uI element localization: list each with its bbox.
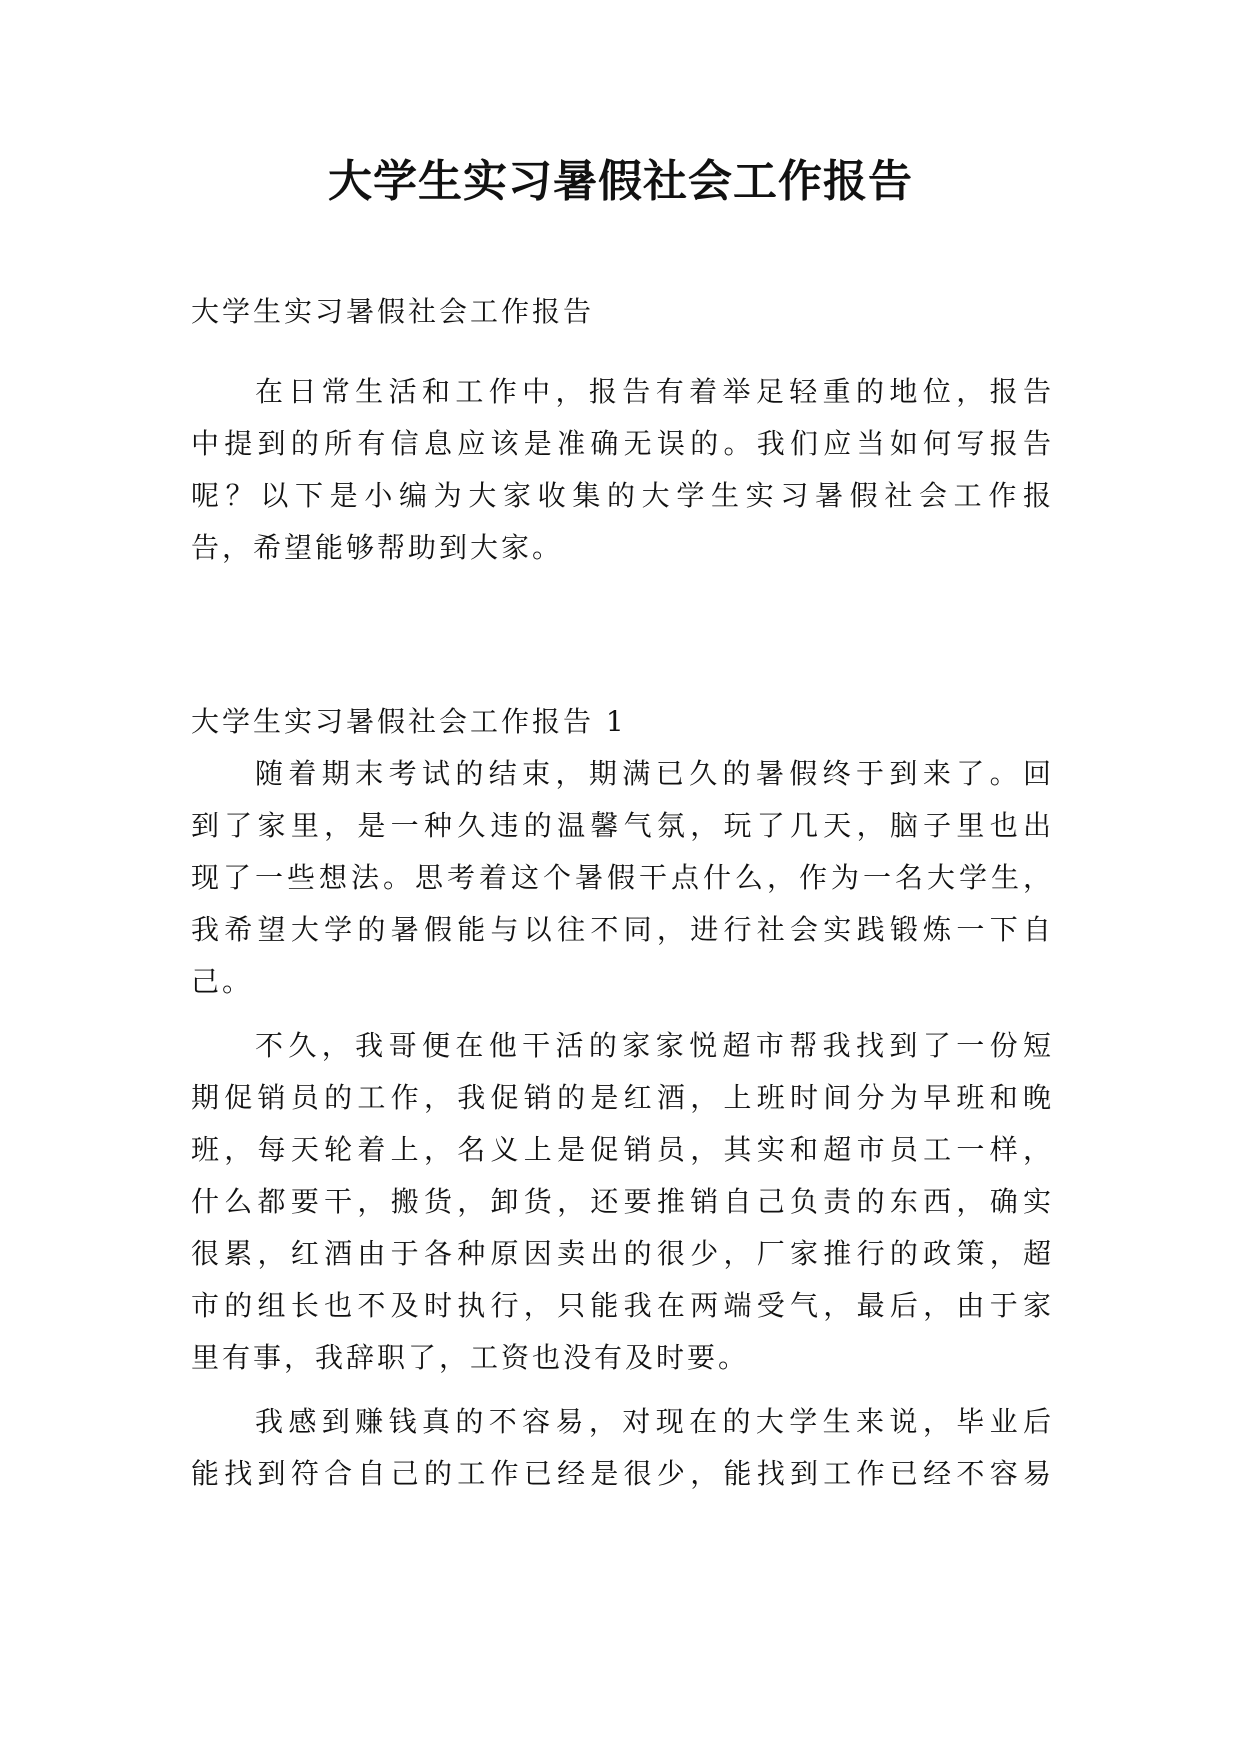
paragraph-line: 能找到符合自己的工作已经是很少，能找到工作已经不容易 xyxy=(191,1457,1051,1490)
paragraph-line: 里有事，我辞职了，工资也没有及时要。 xyxy=(191,1341,750,1374)
section-heading: 大学生实习暑假社会工作报告 1 xyxy=(191,705,627,738)
paragraph-line: 我希望大学的暑假能与以往不同，进行社会实践锻炼一下自 xyxy=(191,913,1051,946)
paragraph-line: 己。 xyxy=(191,965,254,998)
paragraph-line: 不久，我哥便在他干活的家家悦超市帮我找到了一份短 xyxy=(255,1029,1051,1062)
paragraph-line: 现了一些想法。思考着这个暑假干点什么，作为一名大学生， xyxy=(191,861,1051,894)
intro-line: 在日常生活和工作中，报告有着举足轻重的地位，报告 xyxy=(255,375,1051,408)
paragraph-line: 我感到赚钱真的不容易，对现在的大学生来说，毕业后 xyxy=(255,1405,1051,1438)
intro-line: 中提到的所有信息应该是准确无误的。我们应当如何写报告 xyxy=(191,427,1051,460)
intro-line: 告，希望能够帮助到大家。 xyxy=(191,531,564,564)
paragraph-line: 市的组长也不及时执行，只能我在两端受气，最后，由于家 xyxy=(191,1289,1051,1322)
paragraph-line: 什么都要干，搬货，卸货，还要推销自己负责的东西，确实 xyxy=(191,1185,1051,1218)
paragraph-line: 很累，红酒由于各种原因卖出的很少，厂家推行的政策，超 xyxy=(191,1237,1051,1270)
document-title: 大学生实习暑假社会工作报告 xyxy=(328,156,913,207)
document-subtitle: 大学生实习暑假社会工作报告 xyxy=(191,295,595,328)
paragraph-line: 班，每天轮着上，名义上是促销员，其实和超市员工一样， xyxy=(191,1133,1051,1166)
paragraph-line: 随着期末考试的结束，期满已久的暑假终于到来了。回 xyxy=(255,757,1051,790)
paragraph-line: 期促销员的工作，我促销的是红酒，上班时间分为早班和晚 xyxy=(191,1081,1051,1114)
intro-line: 呢？以下是小编为大家收集的大学生实习暑假社会工作报 xyxy=(191,479,1051,512)
paragraph-line: 到了家里，是一种久违的温馨气氛，玩了几天，脑子里也出 xyxy=(191,809,1051,842)
